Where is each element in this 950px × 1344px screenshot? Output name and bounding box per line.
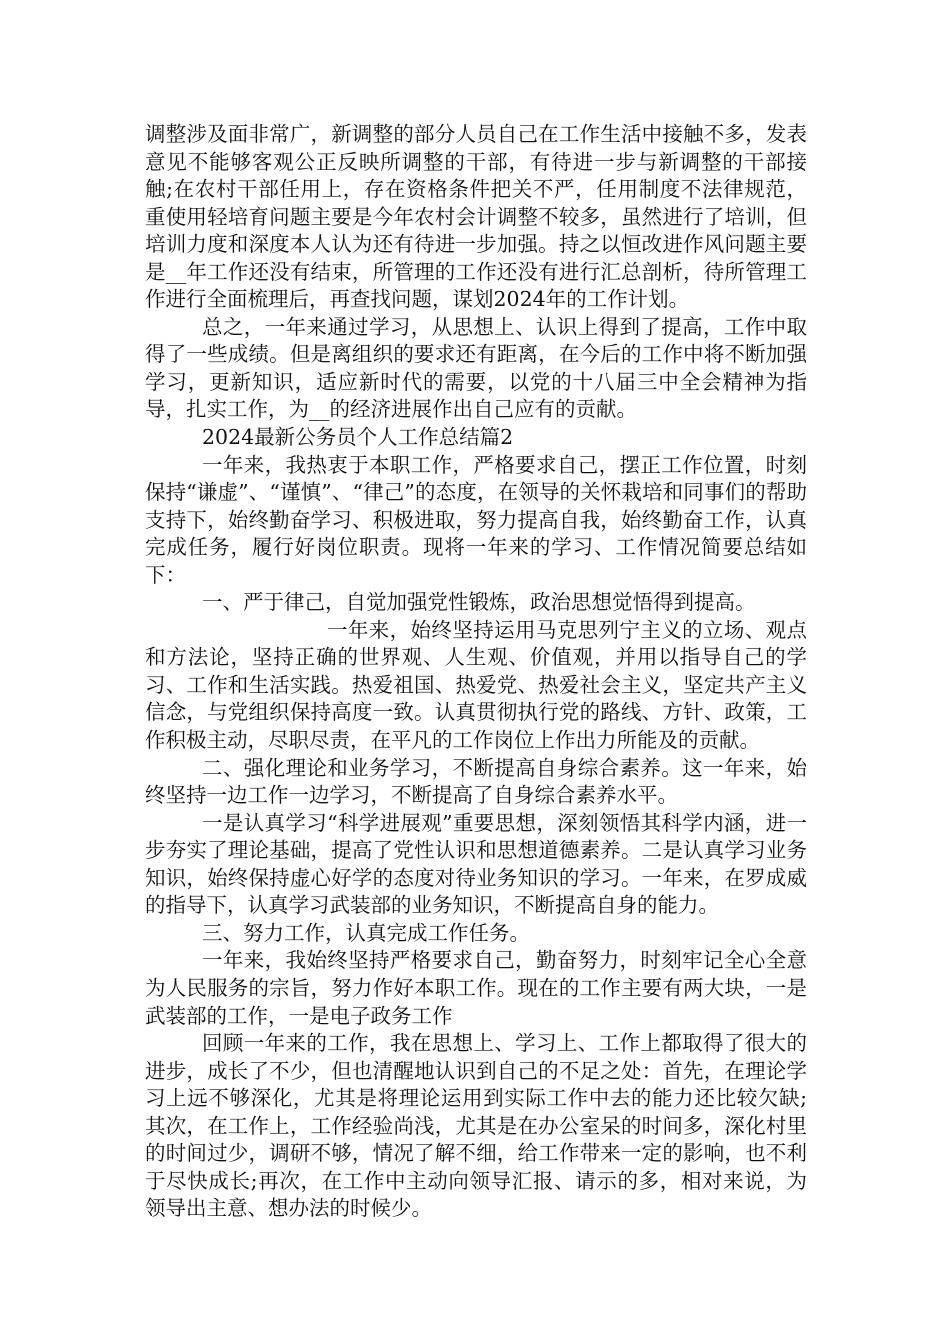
paragraph-intro: 一年来，我热衷于本职工作，严格要求自己，摆正工作位置，时刻保持“谦虚”、“谨慎”、“律己”的态度，在领导的关怀栽培和同事们的帮助支持下，始终勤奋学习、积极进取，努力提高自我，始终勤奋工作，认真完成任务，履行好岗位职责。现将一年来的学习、工作情况简要总结如下： xyxy=(145,452,807,587)
paragraph-point-3-body: 一年来，我始终坚持严格要求自己，勤奋努力，时刻牢记全心全意为人民服务的宗旨，努力作好本职工作。现在的工作主要有两大块，一是武装部的工作，一是电子政务工作 xyxy=(145,948,807,1028)
heading-point-3: 三、努力工作，认真完成工作任务。 xyxy=(202,920,530,945)
paragraph-conclusion: 总之，一年来通过学习，从思想上、认识上得到了提高，工作中取得了一些成绩。但是离组织的要求还有距离，在今后的工作中将不断加强学习，更新知识，适应新时代的需要，以党的十八届三中全会精神为指导，扎实工作，为__的经济进展作出自己应有的贡献。 xyxy=(145,314,807,422)
paragraph-point-1-body: 一年来，始终坚持运用马克思列宁主义的立场、观点和方法论，坚持正确的世界观、人生观、价值观，并用以指导自己的学习、工作和生活实践。热爱祖国、热爱党、热爱社会主义，坚定共产主义信念，与党组织保持高度一致。认真贯彻执行党的路线、方针、政策，工作积极主动，尽职尽责，在平凡的工作岗位上作出力所能及的贡献。 xyxy=(145,617,807,753)
paragraph-continued-problems: 调整涉及面非常广，新调整的部分人员自己在工作生活中接触不多，发表意见不能够客观公正反映所调整的干部，有待进一步与新调整的干部接触;在农村干部任用上，存在资格条件把关不严，任用制度不法律规范，重使用轻培育问题主要是今年农村会计调整不较多，虽然进行了培训，但培训力度和深度本人认为还有待进一步加强。持之以恒改进作风问题主要是__年工作还没有结束，所管理的工作还没有进行汇总剖析，待所管理工作进行全面梳理后，再查找问题，谋划2024年的工作计划。 xyxy=(145,122,807,312)
section-heading-part-2: 2024最新公务员个人工作总结篇2 xyxy=(202,425,514,450)
document-body xyxy=(145,121,807,1223)
paragraph-review: 回顾一年来的工作，我在思想上、学习上、工作上都取得了很大的进步，成长了不少，但也清醒地认识到自己的不足之处：首先，在理论学习上远不够深化，尤其是将理论运用到实际工作中去的能力还比较欠缺;其次，在工作上，工作经验尚浅，尤其是在办公室呆的时间多，深化村里的时间过少，调研不够，情况了解不细，给工作带来一定的影响，也不利于尽快成长;再次，在工作中主动向领导汇报、请示的多，相对来说，为领导出主意、想办法的时候少。 xyxy=(145,1031,807,1221)
paragraph-point-2-body: 一是认真学习“科学进展观”重要思想，深刻领悟其科学内涵，进一步夯实了理论基础，提高了党性认识和思想道德素养。二是认真学习业务知识，始终保持虚心好学的态度对待业务知识的学习。一年来，在罗成威的指导下，认真学习武装部的业务知识，不断提高自身的能力。 xyxy=(145,810,807,918)
paragraph-point-2: 二、强化理论和业务学习，不断提高自身综合素养。这一年来，始终坚持一边工作一边学习，不断提高了自身综合素养水平。 xyxy=(145,755,807,808)
heading-point-1: 一、严于律己，自觉加强党性锻炼，政治思想觉悟得到提高。 xyxy=(202,590,756,615)
